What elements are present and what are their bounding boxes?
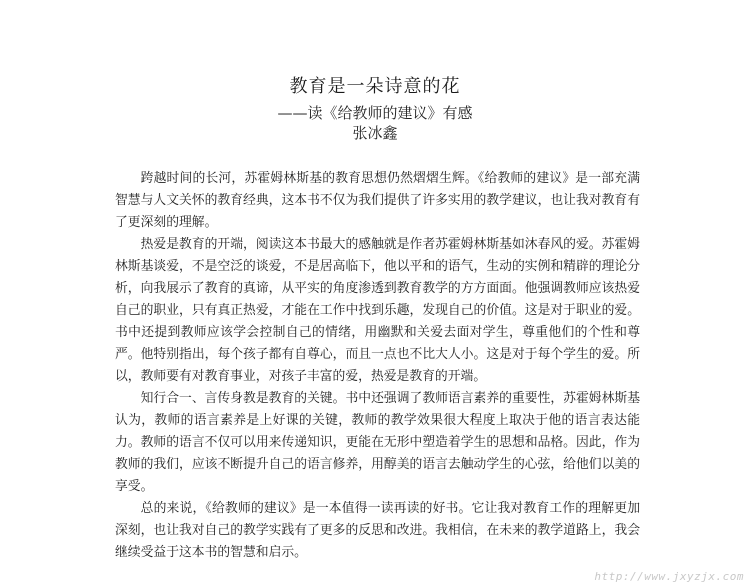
document-title: 教育是一朵诗意的花	[289, 76, 461, 97]
paragraph-3: 知行合一、言传身教是教育的关键。书中还强调了教师语言素养的重要性，苏霍姆林斯基认为，教师的语言素养是上好课的关键，教师的教学效果很大程度上取决于他的语言表达能力。教师的语言不仅可以用来传递知识，更能在无形中塑造着学生的思想和品格。因此，作为教师的我们，应该不断提升自己的语言修养，用醇美的语言去触动学生的心弦，给他们以美的享受。	[115, 391, 640, 494]
paragraph-4: 总的来说，《给教师的建议》是一本值得一读再读的好书。它让我对教育工作的理解更加深刻，也让我对自己的教学实践有了更多的反思和改进。我相信，在未来的教学道路上，我会继续受益于这本书的智慧和启示。	[115, 501, 640, 560]
document-subtitle: ——读《给教师的建议》有感	[277, 104, 473, 122]
document-body	[115, 168, 640, 564]
site-watermark: http://www.jxyzjx.com	[594, 570, 744, 583]
document-author: 张冰鑫	[352, 124, 398, 142]
paragraph-1: 跨越时间的长河，苏霍姆林斯基的教育思想仍然熠熠生辉。《给教师的建议》是一部充满智慧与人文关怀的教育经典，这本书不仅为我们提供了许多实用的教学建议，也让我对教育有了更深刻的理解。	[115, 171, 640, 230]
paragraph-2: 热爱是教育的开端，阅读这本书最大的感触就是作者苏霍姆林斯基如沐春风的爱。苏霍姆林斯基谈爱，不是空泛的谈爱，不是居高临下，他以平和的语气，生动的实例和精辟的理论分析，向我展示了教育的真谛，从平实的角度渗透到教育教学的方方面面。他强调教师应该热爱自己的职业，只有真正热爱，才能在工作中找到乐趣，发现自己的价值。这是对于职业的爱。书中还提到教师应该学会控制自己的情绪，用幽默和关爱去面对学生，尊重他们的个性和尊严。他特别指出，每个孩子都有自尊心，而且一点也不比大人小。这是对于每个学生的爱。所以，教师要有对教育事业，对孩子丰富的爱，热爱是教育的开端。	[115, 237, 640, 384]
